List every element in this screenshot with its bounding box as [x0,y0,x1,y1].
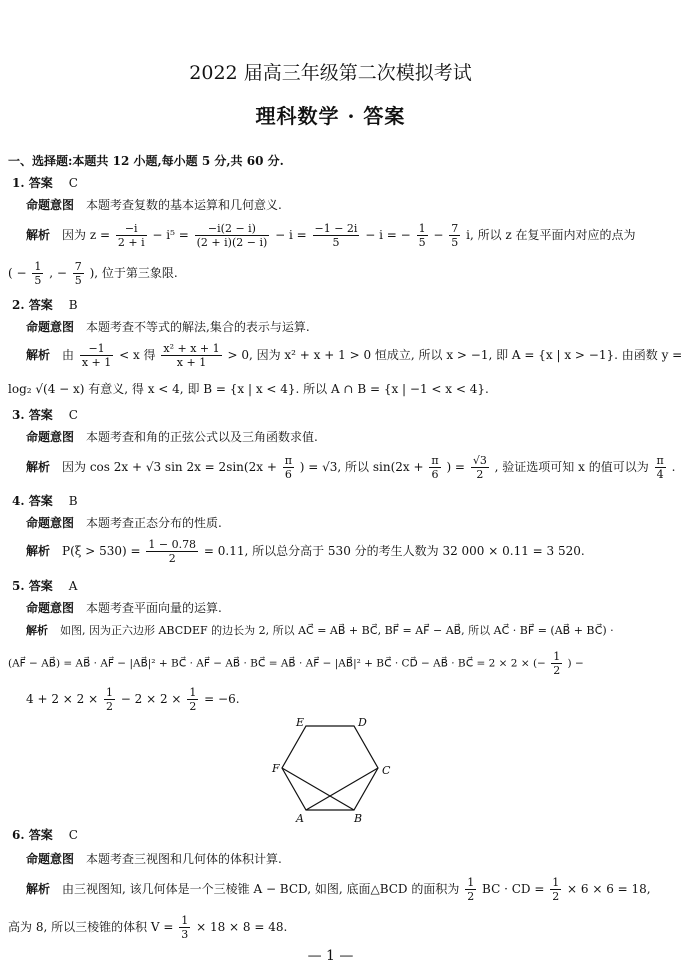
answer-6-analysis-line-1: 解析 由三视图知, 该几何体是一个三棱锥 A − BCD, 如图, 底面△BCD 的面积为 $\frac{1}{2}$ BC · CD = $\frac{1}{2}$ × 6 × 6 = 18, [26,876,651,903]
vertex-label-e: E [296,716,305,729]
answer-2-analysis-line-2: log₂ √(4 − x) 有意义, 得 x < 4, 即 B = {x | x < 4}. 所以 A ∩ B = {x | −1 < x < 4}. [8,382,489,396]
answer-2-analysis-line-1: 解析 由 $\frac{-1}{x + 1}$ < x 得 $\frac{\text{x² + x + 1}}{x + 1}$ > 0, 因为 x² + x + 1 > 0 恒成立, 所以 x > −1, 即 A = {x | x > −1}. 由函数 y = [26,342,682,369]
answer-5-intent: 命题意图 本题考查平面向量的运算. [26,601,222,615]
answer-1-analysis-line-2: ( − $\frac{1}{5}$ , − $\frac{7}{5}$ ), 位于第三象限. [8,260,178,287]
diagonal-bf [282,768,354,810]
answer-6-heading: 6. 答案 C [12,828,78,842]
answer-6-analysis-line-2: 高为 8, 所以三棱锥的体积 V = $\frac{1}{3}$ × 18 × 8 = 48. [8,914,288,941]
vertex-label-d: D [358,716,367,729]
answer-3-analysis: 解析 因为 cos 2x + √3 sin 2x = 2sin(2x + $\frac{\pi}{6}$ ) = √3, 所以 sin(2x + $\frac{\pi}{6}$ ) = $\frac{√3}{2}$ , 验证选项可知 x 的值可以为 $\frac{\pi}{4}$ . [26,454,676,481]
page-subtitle: 理科数学 · 答案 [255,104,406,128]
answer-4-analysis: 解析 P(ξ > 530) = $\frac{1 - 0.78}{2}$ = 0.11, 所以总分高于 530 分的考生人数为 32 000 × 0.11 = 3 520. [26,538,585,565]
answer-4-intent: 命题意图 本题考查正态分布的性质. [26,516,222,530]
answer-6-intent: 命题意图 本题考查三视图和几何体的体积计算. [26,852,282,866]
answer-1-analysis-line-1: 解析 因为 z = $\frac{-i}{2 + i}$ − i⁵ = $\frac{-i(2 - i)}{(2 + i)(2 - i)}$ − i = $\frac{-1 - 2i}{5}$ − i = − $\frac{1}{5}$ − $\frac{7}{5}$ i, 所以 z 在复平面内对应的点为 [26,222,636,249]
page-number: — 1 — [307,948,354,964]
answer-1-heading: 1. 答案 C [12,176,78,190]
answer-5-analysis-line-2: (AF⃗ − AB⃗) = AB⃗ · AF⃗ − |AB⃗|² + BC⃗ · AF⃗ − AB⃗ · BC⃗ = AB⃗ · AF⃗ − |AB⃗|² + BC⃗ · CD⃗ − AB⃗ · BC⃗ = 2 × 2 × (− $\frac{1}{2}$ ) − [8,650,584,677]
vertex-label-f: F [272,762,280,775]
answer-2-intent: 命题意图 本题考查不等式的解法,集合的表示与运算. [26,320,310,334]
diagonal-ac [306,768,378,810]
answer-4-heading: 4. 答案 B [12,494,78,508]
answer-3-intent: 命题意图 本题考查和角的正弦公式以及三角函数求值. [26,430,318,444]
vertex-label-b: B [354,812,363,825]
vertex-label-c: C [382,764,391,777]
answer-1-intent: 命题意图 本题考查复数的基本运算和几何意义. [26,198,282,212]
answer-3-heading: 3. 答案 C [12,408,78,422]
vertex-label-a: A [296,812,304,825]
answer-5-heading: 5. 答案 A [12,579,78,593]
page-title: 2022 届高三年级第二次模拟考试 [189,62,472,84]
section-heading: 一、选择题:本题共 12 小题,每小题 5 分,共 60 分. [8,154,284,168]
answer-5-analysis-line-1: 解析 如图, 因为正六边形 ABCDEF 的边长为 2, 所以 AC⃗ = AB⃗ + BC⃗, BF⃗ = AF⃗ − AB⃗, 所以 AC⃗ · BF⃗ = (AB⃗ + BC⃗) · [26,624,614,637]
answer-5-analysis-line-3: 4 + 2 × 2 × $\frac{1}{2}$ − 2 × 2 × $\frac{1}{2}$ = −6. [26,686,240,713]
hexagon-shape [282,726,378,810]
hexagon-figure [270,712,400,824]
answer-2-heading: 2. 答案 B [12,298,78,312]
